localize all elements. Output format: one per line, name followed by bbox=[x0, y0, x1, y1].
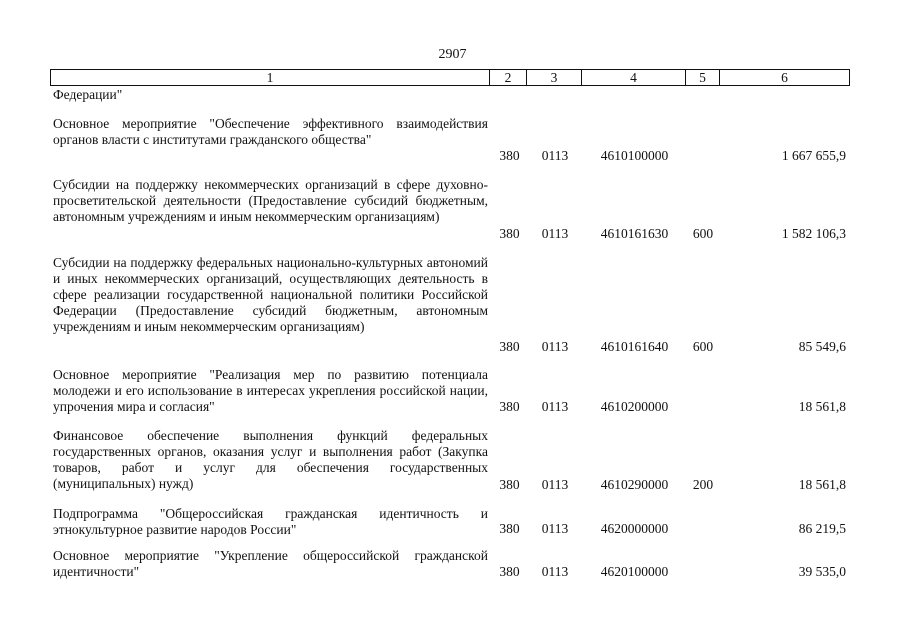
cell-col5: 600 bbox=[692, 226, 714, 241]
cell-col2: 380 bbox=[499, 226, 520, 241]
cell-col2: 380 bbox=[499, 148, 520, 163]
cell-col3: 0113 bbox=[541, 399, 569, 414]
cell-col4: 4610161630 bbox=[600, 226, 669, 241]
cell-col6: 18 561,8 bbox=[798, 477, 846, 492]
cell-col3: 0113 bbox=[541, 148, 569, 163]
cell-col2: 380 bbox=[499, 564, 520, 579]
cell-col3: 0113 bbox=[541, 477, 569, 492]
column-header-1: 1 bbox=[51, 70, 490, 86]
column-header-6: 6 bbox=[720, 70, 850, 86]
cell-col2: 380 bbox=[499, 477, 520, 492]
cell-col3: 0113 bbox=[541, 564, 569, 579]
row-description: Основное мероприятие "Обеспечение эффективного взаимодействия органов власти с институтами гражданского общества" bbox=[53, 116, 488, 147]
cell-col6: 1 582 106,3 bbox=[781, 226, 846, 241]
cell-col2: 380 bbox=[499, 399, 520, 414]
cell-col3: 0113 bbox=[541, 339, 569, 354]
column-header-row bbox=[51, 70, 850, 86]
cell-col4: 4610200000 bbox=[600, 399, 669, 414]
cell-col5: 200 bbox=[692, 477, 714, 492]
cell-col4: 4620100000 bbox=[600, 564, 669, 579]
cell-col4: 4610290000 bbox=[600, 477, 669, 492]
cell-col6: 18 561,8 bbox=[798, 399, 846, 414]
row-description: Федерации" bbox=[53, 87, 123, 102]
column-header-3: 3 bbox=[527, 70, 582, 86]
cell-col4: 4620000000 bbox=[600, 521, 669, 536]
row-description: Основное мероприятие "Реализация мер по развитию потенциала молодежи и его использование в интересах укрепления российской нации, упрочения мира и согласия" bbox=[53, 367, 488, 414]
row-description: Основное мероприятие "Укрепление общероссийской гражданской идентичности" bbox=[53, 548, 488, 579]
row-description: Финансовое обеспечение выполнения функций федеральных государственных органов, оказания услуг и выполнения работ (Закупка товаров, работ и услуг для обеспечения государственных (муниципальных) нужд) bbox=[53, 428, 488, 491]
cell-col6: 1 667 655,9 bbox=[781, 148, 846, 163]
cell-col6: 86 219,5 bbox=[798, 521, 846, 536]
row-description: Подпрограмма "Общероссийская гражданская идентичность и этнокультурное развитие народов России" bbox=[53, 506, 488, 537]
column-header-2: 2 bbox=[490, 70, 527, 86]
cell-col3: 0113 bbox=[541, 226, 569, 241]
cell-col5: 600 bbox=[692, 339, 714, 354]
page-number: 2907 bbox=[438, 47, 467, 62]
row-description: Субсидии на поддержку некоммерческих организаций в сфере духовно-просветительской деятельности (Предоставление субсидий бюджетным, автономным учреждениям и иным некоммерческим организациям) bbox=[53, 177, 488, 224]
column-header-4: 4 bbox=[582, 70, 686, 86]
cell-col4: 4610100000 bbox=[600, 148, 669, 163]
column-header-table bbox=[50, 69, 850, 86]
column-header-5: 5 bbox=[686, 70, 720, 86]
cell-col2: 380 bbox=[499, 339, 520, 354]
cell-col4: 4610161640 bbox=[600, 339, 669, 354]
cell-col3: 0113 bbox=[541, 521, 569, 536]
cell-col6: 85 549,6 bbox=[798, 339, 846, 354]
row-description: Субсидии на поддержку федеральных национально-культурных автономий и иных некоммерческих организаций, осуществляющих деятельность в сфере реализации государственной национальной политики Российской Федерации (Предоставление субсидий бюджетным, автономным учреждениям и иным некоммерческим организациям) bbox=[53, 255, 488, 334]
cell-col6: 39 535,0 bbox=[798, 564, 846, 579]
cell-col2: 380 bbox=[499, 521, 520, 536]
